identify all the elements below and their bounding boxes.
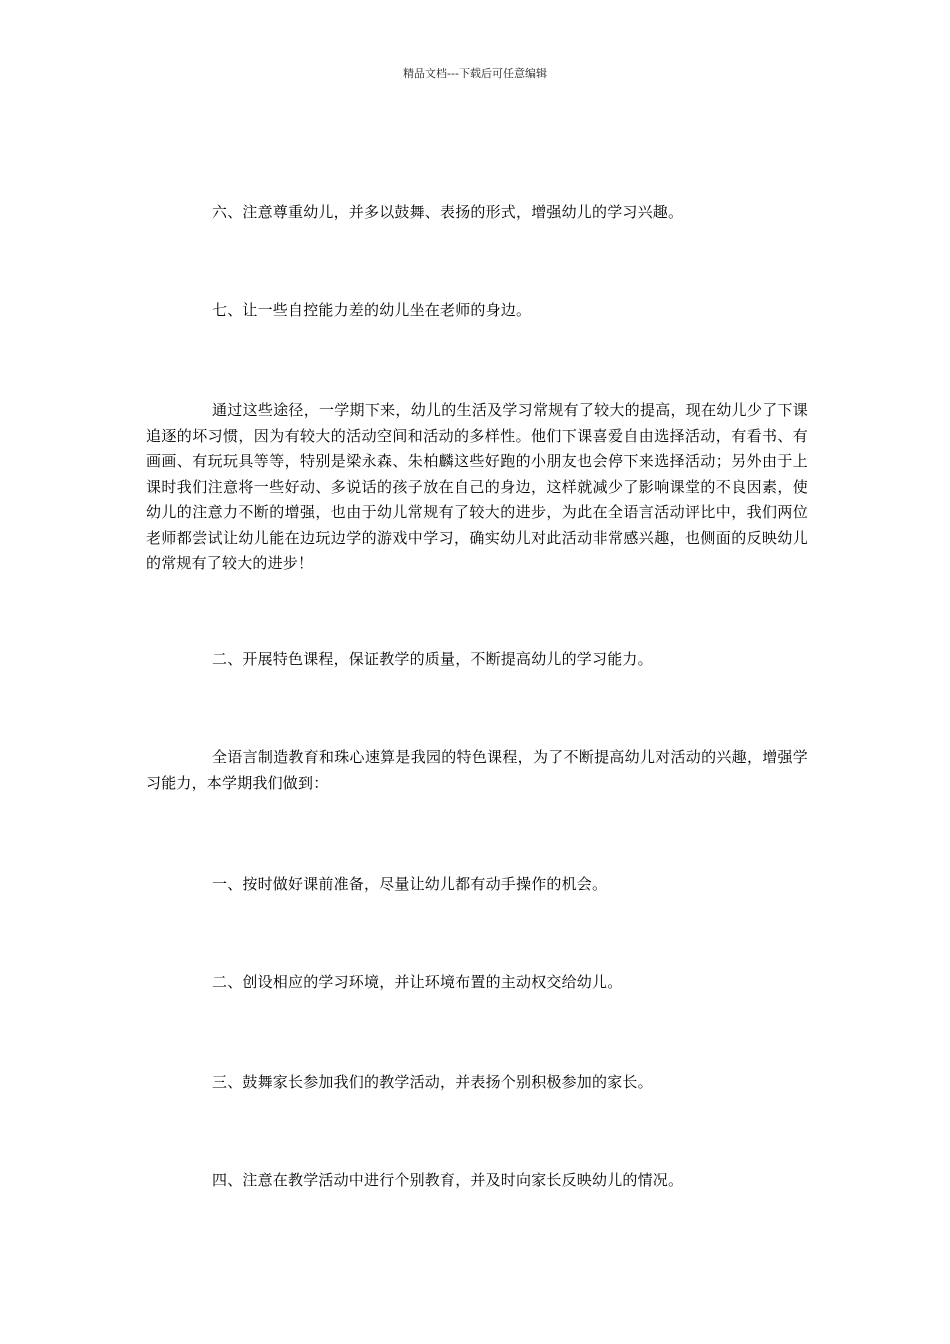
paragraph-item-six: 六、注意尊重幼儿，并多以鼓舞、表扬的形式，增强幼儿的学习兴趣。 [212,203,684,221]
paragraph-item-three: 三、鼓舞家长参加我们的教学活动，并表扬个别积极参加的家长。 [212,1073,653,1091]
paragraph-item-seven: 七、让一些自控能力差的幼儿坐在老师的身边。 [212,301,532,319]
section-heading-two: 二、开展特色课程，保证教学的质量，不断提高幼儿的学习能力。 [212,650,653,668]
page-header: 精品文档---下载后可任意编辑 [403,67,547,80]
paragraph-results: 通过这些途径，一学期下来，幼儿的生活及学习常规有了较大的提高，现在幼儿少了下课追逐的坏习惯，因为有较大的活动空间和活动的多样性。他们下课喜爱自由选择活动，有看书、有画画、有玩玩具等等，特别是梁永森、朱柏麟这些好跑的小朋友也会停下来选择活动；另外由于上课时我们注意将一些好动、多说话的孩子放在自己的身边，这样就减少了影响课堂的不良因素，使幼儿的注意力不断的增强，也由于幼儿常规有了较大的进步，为此在全语言活动评比中，我们两位老师都尝试让幼儿能在边玩边学的游戏中学习，确实幼儿对此活动非常感兴趣，也侧面的反映幼儿的常规有了较大的进步！ [146,401,808,572]
paragraph-special-courses: 全语言制造教育和珠心速算是我园的特色课程，为了不断提高幼儿对活动的兴趣，增强学习能力，本学期我们做到： [146,748,808,792]
paragraph-item-one: 一、按时做好课前准备，尽量让幼儿都有动手操作的机会。 [212,875,608,893]
paragraph-item-two: 二、创设相应的学习环境，并让环境布置的主动权交给幼儿。 [212,973,623,991]
paragraph-item-four: 四、注意在教学活动中进行个别教育，并及时向家长反映幼儿的情况。 [212,1171,684,1189]
